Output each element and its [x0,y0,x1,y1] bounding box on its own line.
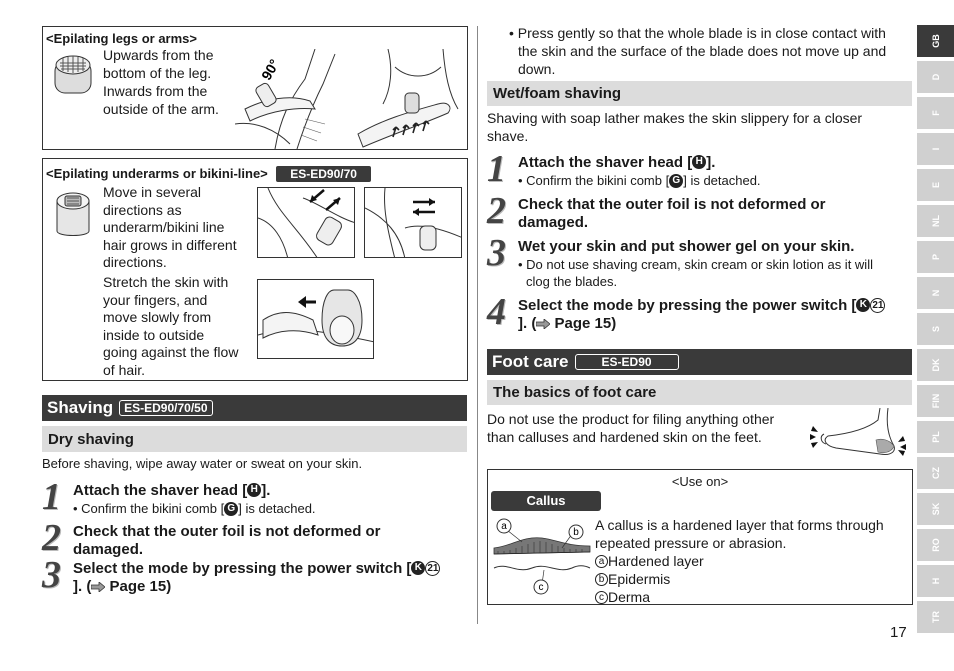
foot-basics-line: Do not use the product for filing anything other [487,411,775,427]
step-note: • Do not use shaving cream, skin cream or skin lotion as it will clog the blades. [518,257,873,289]
underarm-line: directions as [103,201,182,218]
foot-model-pill: ES-ED90 [575,354,679,370]
step-title: Attach the shaver head [ H ]. [73,482,271,499]
tab-i[interactable]: I [917,133,954,165]
legend-marker: b [595,573,608,586]
tab-cz[interactable]: CZ [917,457,954,489]
underarm-line: hair grows in different [103,236,237,253]
underarm-heading-row [46,165,371,183]
callus-description [595,516,911,606]
dry-shaving-header [42,426,467,452]
legs-instructions [103,46,233,118]
tab-fin[interactable]: FIN [917,385,954,417]
tab-tr[interactable]: TR [917,601,954,633]
epilator-head-icon [49,51,97,97]
underarm-line: directions. [103,254,167,270]
callus-desc-line: repeated pressure or abrasion. [595,535,787,551]
tab-sk[interactable]: SK [917,493,954,525]
foot-care-header [487,349,912,375]
marker-a: a [501,521,507,532]
marker-b: b [573,527,579,538]
angle-label: 90° [257,56,283,83]
stretch-skin-illustration [257,279,374,359]
legs-line-4: outside of the arm. [103,101,219,117]
right-top-bullet: • Press gently so that the whole blade is in close contact with the skin and the surface of the blade does not move up and down. [509,25,887,77]
step-title: Check that the outer foil is not deformed or damaged. [518,196,826,231]
model-badge: ES-ED90/70 [276,166,371,182]
legs-line-3: Inwards from the [103,83,208,99]
step-title: Select the mode by pressing the power switch [ K 21]. ( Page 15) [518,297,884,332]
stretch-line: going against the flow [103,344,239,360]
epilating-legs-box [42,26,468,150]
legend-marker: c [595,591,608,604]
ref-k-icon: K [411,561,425,575]
tab-gb[interactable]: GB [917,25,954,57]
legs-heading: <Epilating legs or arms> [46,31,197,46]
underarm-line: underarm/bikini line [103,219,225,235]
page-ref-arrow-icon [536,319,550,329]
tab-p[interactable]: P [917,241,954,273]
callus-badge: Callus [491,491,601,511]
marker-c: c [538,582,544,593]
step-title: Check that the outer foil is not deformed or damaged. [73,523,381,558]
step-number: 3 [42,554,61,596]
underarm-para-2 [103,274,253,379]
legend-item-c [595,588,911,606]
stretch-line: Stretch the skin with [103,274,229,290]
ref-k-icon: K [856,298,870,312]
tab-d[interactable]: D [917,61,954,93]
tab-n[interactable]: N [917,277,954,309]
underarm-illustration-2 [364,187,462,258]
foot-basics-header [487,380,912,405]
wet-shaving-header [487,81,912,106]
ref-g-icon: G [669,174,683,188]
arm-epilation-illustration [353,49,465,149]
underarm-heading: <Epilating underarms or bikini-line> [46,166,268,181]
page-15-link[interactable]: Page 15) [550,315,617,332]
epilating-underarm-box [42,158,468,381]
ref-21-icon: 21 [872,299,884,311]
underarm-illustration-1 [257,187,355,258]
tab-ro[interactable]: RO [917,529,954,561]
shaving-model-pill: ES-ED90/70/50 [119,400,212,416]
step-number: 4 [487,291,506,333]
shaving-header [42,395,467,421]
use-on-label: <Use on> [671,474,729,489]
dry-shaving-intro: Before shaving, wipe away water or sweat on your skin. [42,456,363,471]
use-on-box [487,469,913,605]
legend-text: Hardened layer [608,553,704,569]
ref-g-icon: G [224,502,238,516]
step-number: 1 [42,476,61,518]
ref-h-icon: H [692,155,706,169]
ref-h-icon: H [247,483,261,497]
step-note: • Confirm the bikini comb [ G ] is detached. [518,173,761,188]
step-title: Select the mode by pressing the power switch [ K 21]. ( Page 15) [73,560,439,595]
foot-basics-text [487,410,807,446]
stretch-line: of hair. [103,361,146,378]
wet-shaving-intro: Shaving with soap lather makes the skin slippery for a closer shave. [487,110,863,144]
epilator-head-cap-icon [49,187,97,239]
foot-basics-line: than calluses and hardened skin on the feet. [487,429,762,445]
foot-illustration [806,408,910,458]
tab-f[interactable]: F [917,97,954,129]
step-note: • Confirm the bikini comb [ G ] is detached. [73,501,316,516]
page-15-link[interactable]: Page 15) [105,578,172,595]
tab-s[interactable]: S [917,313,954,345]
page-ref-arrow-icon [91,582,105,592]
legs-line-1: Upwards from the [103,47,214,63]
step-title: Wet your skin and put shower gel on your skin. [518,238,855,255]
stretch-line: your fingers, and [103,291,208,308]
shaving-title: Shaving [47,398,114,417]
wet-shaving-title: Wet/foam shaving [493,85,622,102]
dry-shaving-title: Dry shaving [48,430,134,448]
step-title: Attach the shaver head [ H ]. [518,154,716,171]
legend-marker: a [595,555,608,568]
callus-desc-line: A callus is a hardened layer that forms through [595,517,884,533]
tab-dk[interactable]: DK [917,349,954,381]
stretch-line: move slowly from [103,309,212,325]
ref-21-icon: 21 [427,562,439,574]
step-number: 2 [42,517,61,559]
step-number: 1 [487,148,506,190]
tab-pl[interactable]: PL [917,421,954,453]
skin-layers-diagram [492,518,592,600]
legs-line-2: bottom of the leg. [103,65,212,81]
step-number: 2 [487,190,506,232]
foot-basics-title: The basics of foot care [493,384,657,401]
legend-item-b [595,570,911,588]
legend-text: Epidermis [608,571,671,587]
underarm-line: Move in several [103,184,202,200]
legend-item-a [595,552,911,570]
column-divider [477,26,478,624]
underarm-para-1 [103,184,253,272]
step-number: 3 [487,232,506,274]
tab-h[interactable]: H [917,565,954,597]
legend-text: Derma [608,589,651,605]
leg-epilation-illustration [235,49,350,149]
tab-nl[interactable]: NL [917,205,954,237]
tab-e[interactable]: E [917,169,954,201]
foot-care-title: Foot care [492,352,569,371]
stretch-line: inside to outside [103,326,205,343]
page-number: 17 [890,624,907,641]
